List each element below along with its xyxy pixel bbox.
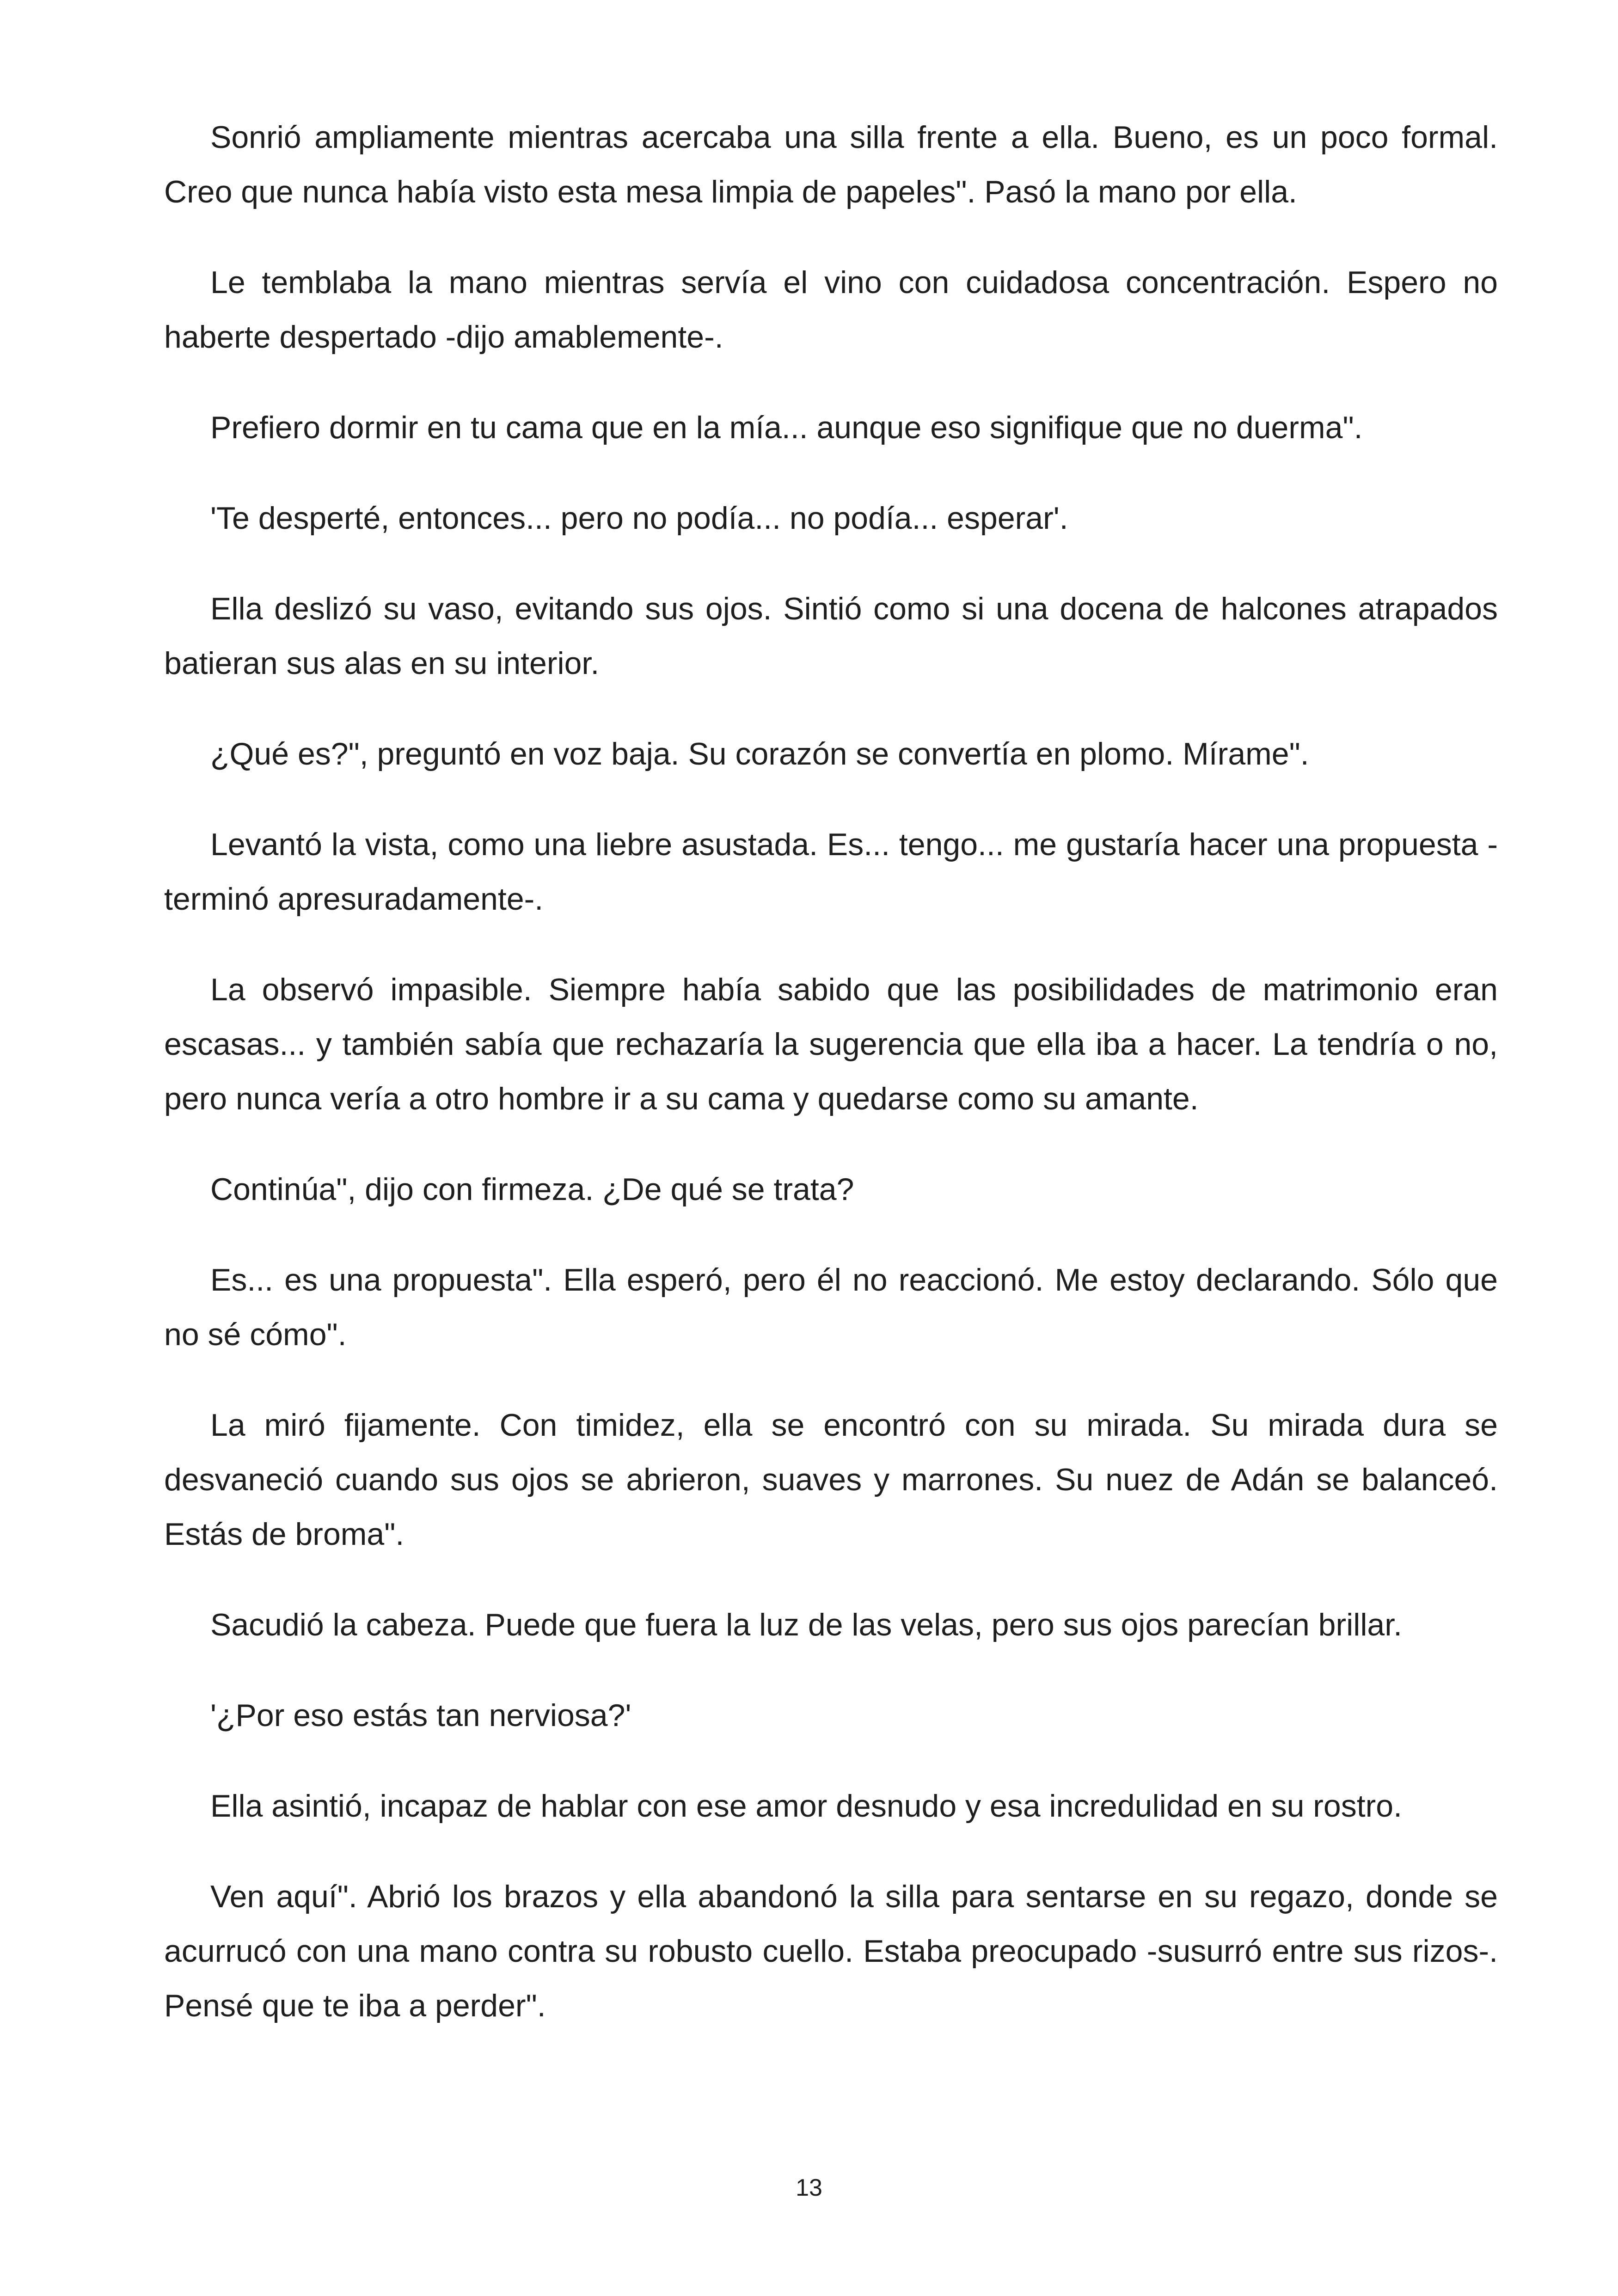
paragraph: Ella deslizó su vaso, evitando sus ojos. Sintió como si una docena de halcones atrapados batieran sus alas en su interior. [164, 591, 1498, 681]
page-number: 13 [796, 2174, 822, 2201]
paragraph: Ella asintió, incapaz de hablar con ese amor desnudo y esa incredulidad en su rostro. [210, 1788, 1402, 1824]
page-body [164, 110, 1498, 2069]
paragraph: Le temblaba la mano mientras servía el vino con cuidadosa concentración. Espero no haberte despertado -dijo amablemente-. [164, 265, 1498, 355]
paragraph: '¿Por eso estás tan nerviosa?' [210, 1698, 631, 1733]
paragraph: Ven aquí". Abrió los brazos y ella abandonó la silla para sentarse en su regazo, donde se acurrucó con una mano contra su robusto cuello. Estaba preocupado -susurró entre sus rizos-. Pensé que te iba a perder". [164, 1879, 1498, 2023]
paragraph: 'Te desperté, entonces... pero no podía... no podía... esperar'. [210, 501, 1068, 536]
paragraph: Prefiero dormir en tu cama que en la mía... aunque eso signifique que no duerma". [210, 410, 1363, 445]
paragraph: Es... es una propuesta". Ella esperó, pero él no reaccionó. Me estoy declarando. Sólo que no sé cómo". [164, 1262, 1498, 1352]
paragraph: Sonrió ampliamente mientras acercaba una silla frente a ella. Bueno, es un poco formal. Creo que nunca había visto esta mesa limpia de papeles". Pasó la mano por ella. [164, 120, 1498, 209]
paragraph: Sacudió la cabeza. Puede que fuera la luz de las velas, pero sus ojos parecían brillar. [210, 1607, 1403, 1642]
paragraph: Levantó la vista, como una liebre asustada. Es... tengo... me gustaría hacer una propuesta -terminó apresuradamente-. [164, 827, 1498, 917]
paragraph: La miró fijamente. Con timidez, ella se encontró con su mirada. Su mirada dura se desvaneció cuando sus ojos se abrieron, suaves y marrones. Su nuez de Adán se balanceó. Estás de broma". [164, 1408, 1498, 1552]
paragraph: Continúa", dijo con firmeza. ¿De qué se trata? [210, 1172, 854, 1207]
paragraph: ¿Qué es?", preguntó en voz baja. Su corazón se convertía en plomo. Mírame". [210, 736, 1309, 771]
paragraph: La observó impasible. Siempre había sabido que las posibilidades de matrimonio eran escasas... y también sabía que rechazaría la sugerencia que ella iba a hacer. La tendría o no, pero nunca vería a otro hombre ir a su cama y quedarse como su amante. [164, 972, 1498, 1116]
